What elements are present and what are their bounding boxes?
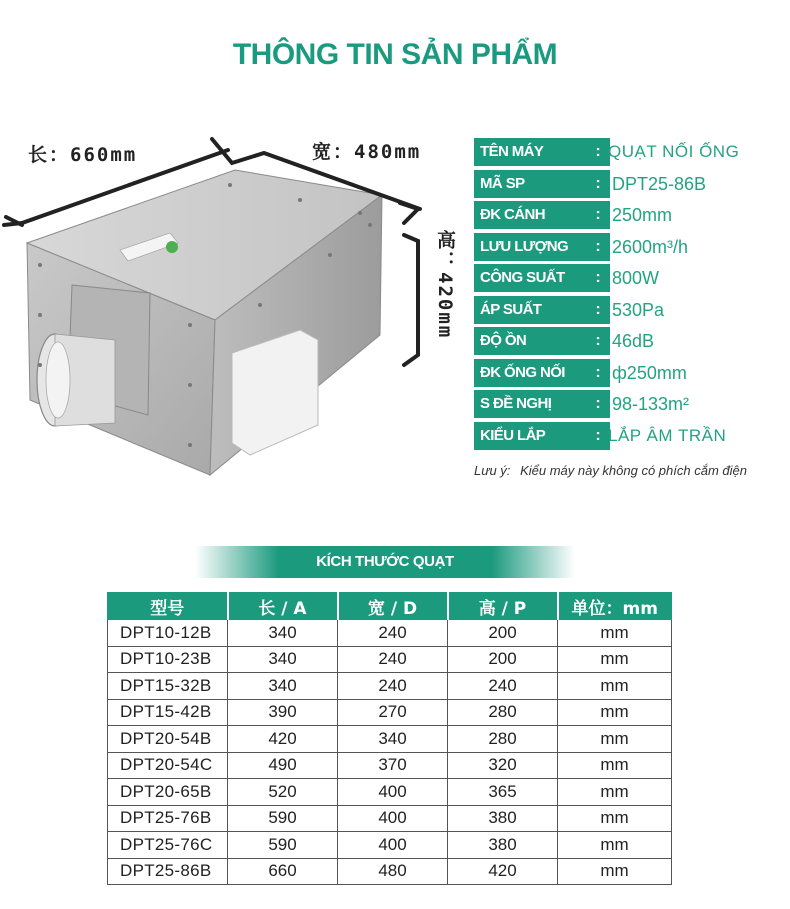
table-row — [108, 620, 672, 647]
width-dimension-label: 宽：480mm — [312, 141, 422, 163]
cell-width: 340 — [338, 726, 448, 753]
cell-model: DPT10-12B — [108, 620, 228, 647]
cell-unit: mm — [558, 646, 672, 673]
cell-unit: mm — [558, 779, 672, 806]
cell-height: 380 — [448, 805, 558, 832]
spec-label: ĐỘ ỒN — [474, 327, 586, 355]
cell-unit: mm — [558, 805, 672, 832]
header-height: 高 / P — [448, 593, 558, 620]
cell-length: 590 — [228, 805, 338, 832]
spec-value: 98-133m² — [612, 394, 690, 414]
spec-value: ф250mm — [612, 362, 687, 383]
cell-unit: mm — [558, 832, 672, 859]
note-text: Kiểu máy này không có phích cắm điện — [520, 463, 747, 478]
cell-unit: mm — [558, 752, 672, 779]
table-row — [108, 779, 672, 806]
cell-width: 400 — [338, 832, 448, 859]
dimension-table — [107, 592, 672, 885]
table-title-banner: KÍCH THƯỚC QUẠT — [195, 546, 575, 578]
cell-length: 660 — [228, 858, 338, 885]
spec-colon: : — [586, 359, 610, 387]
product-image — [0, 125, 470, 495]
table-row — [108, 832, 672, 859]
cell-length: 420 — [228, 726, 338, 753]
spec-label: KIỂU LẮP — [474, 422, 586, 450]
length-dimension-label: 长：660mm — [28, 144, 138, 166]
cell-height: 280 — [448, 699, 558, 726]
cell-model: DPT20-54C — [108, 752, 228, 779]
cell-unit: mm — [558, 726, 672, 753]
spec-label: S ĐỀ NGHỊ — [474, 390, 586, 418]
cell-height: 200 — [448, 646, 558, 673]
spec-value: LẮP ÂM TRẦN — [608, 425, 727, 445]
cell-length: 340 — [228, 673, 338, 700]
cell-length: 390 — [228, 699, 338, 726]
cell-height: 380 — [448, 832, 558, 859]
cell-model: DPT20-54B — [108, 726, 228, 753]
cell-height: 240 — [448, 673, 558, 700]
cell-unit: mm — [558, 673, 672, 700]
table-row — [108, 805, 672, 832]
spec-colon: : — [586, 201, 610, 229]
cell-unit: mm — [558, 620, 672, 647]
spec-colon: : — [586, 390, 610, 418]
spec-label: TÊN MÁY — [474, 138, 586, 166]
table-header-row — [108, 593, 672, 620]
cell-model: DPT25-76C — [108, 832, 228, 859]
cell-width: 370 — [338, 752, 448, 779]
note-prefix: Lưu ý: — [474, 463, 511, 478]
spec-colon: : — [586, 170, 610, 198]
spec-colon: : — [586, 233, 610, 261]
cell-length: 520 — [228, 779, 338, 806]
header-unit: 单位：mm — [558, 593, 672, 620]
spec-value: QUẠT NỐI ỐNG — [608, 142, 740, 161]
spec-label: ĐK CÁNH — [474, 201, 586, 229]
cell-height: 200 — [448, 620, 558, 647]
spec-value: 530Pa — [612, 299, 665, 320]
page-title: THÔNG TIN SẢN PHẨM — [232, 38, 558, 71]
spec-value: 250mm — [612, 205, 673, 225]
cell-width: 240 — [338, 673, 448, 700]
height-dimension-label: 高：420mm — [434, 230, 456, 340]
cell-model: DPT20-65B — [108, 779, 228, 806]
header-model: 型号 — [108, 593, 228, 620]
cell-width: 480 — [338, 858, 448, 885]
cell-model: DPT15-42B — [108, 699, 228, 726]
cell-height: 420 — [448, 858, 558, 885]
cell-length: 490 — [228, 752, 338, 779]
note — [474, 463, 747, 478]
spec-value: 46dB — [612, 331, 655, 351]
cell-model: DPT10-23B — [108, 646, 228, 673]
table-row — [108, 673, 672, 700]
table-row — [108, 726, 672, 753]
header-length: 长 / A — [228, 593, 338, 620]
header-width: 宽 / D — [338, 593, 448, 620]
spec-label: MÃ SP — [474, 170, 586, 198]
spec-colon: : — [586, 422, 610, 450]
cell-length: 340 — [228, 646, 338, 673]
spec-colon: : — [586, 264, 610, 292]
cell-width: 400 — [338, 805, 448, 832]
table-row — [108, 752, 672, 779]
duct-fan-illustration — [0, 125, 470, 495]
cell-length: 340 — [228, 620, 338, 647]
cell-length: 590 — [228, 832, 338, 859]
cell-unit: mm — [558, 858, 672, 885]
cell-height: 365 — [448, 779, 558, 806]
table-row — [108, 858, 672, 885]
table-row — [108, 646, 672, 673]
spec-value: DPT25-86B — [612, 173, 707, 194]
cell-width: 240 — [338, 646, 448, 673]
cell-model: DPT25-86B — [108, 858, 228, 885]
spec-label: ÁP SUẤT — [474, 296, 586, 324]
cell-width: 240 — [338, 620, 448, 647]
cell-width: 400 — [338, 779, 448, 806]
spec-label: LƯU LƯỢNG — [474, 233, 586, 261]
spec-label: ĐK ỐNG NỐI — [474, 359, 586, 387]
spec-label: CÔNG SUẤT — [474, 264, 586, 292]
spec-colon: : — [586, 327, 610, 355]
cell-model: DPT25-76B — [108, 805, 228, 832]
spec-value: 2600m³/h — [612, 236, 689, 257]
cell-width: 270 — [338, 699, 448, 726]
cell-height: 280 — [448, 726, 558, 753]
spec-colon: : — [586, 296, 610, 324]
cell-unit: mm — [558, 699, 672, 726]
cell-height: 320 — [448, 752, 558, 779]
table-row — [108, 699, 672, 726]
cell-model: DPT15-32B — [108, 673, 228, 700]
spec-value: 800W — [612, 268, 660, 288]
spec-colon: : — [586, 138, 610, 166]
